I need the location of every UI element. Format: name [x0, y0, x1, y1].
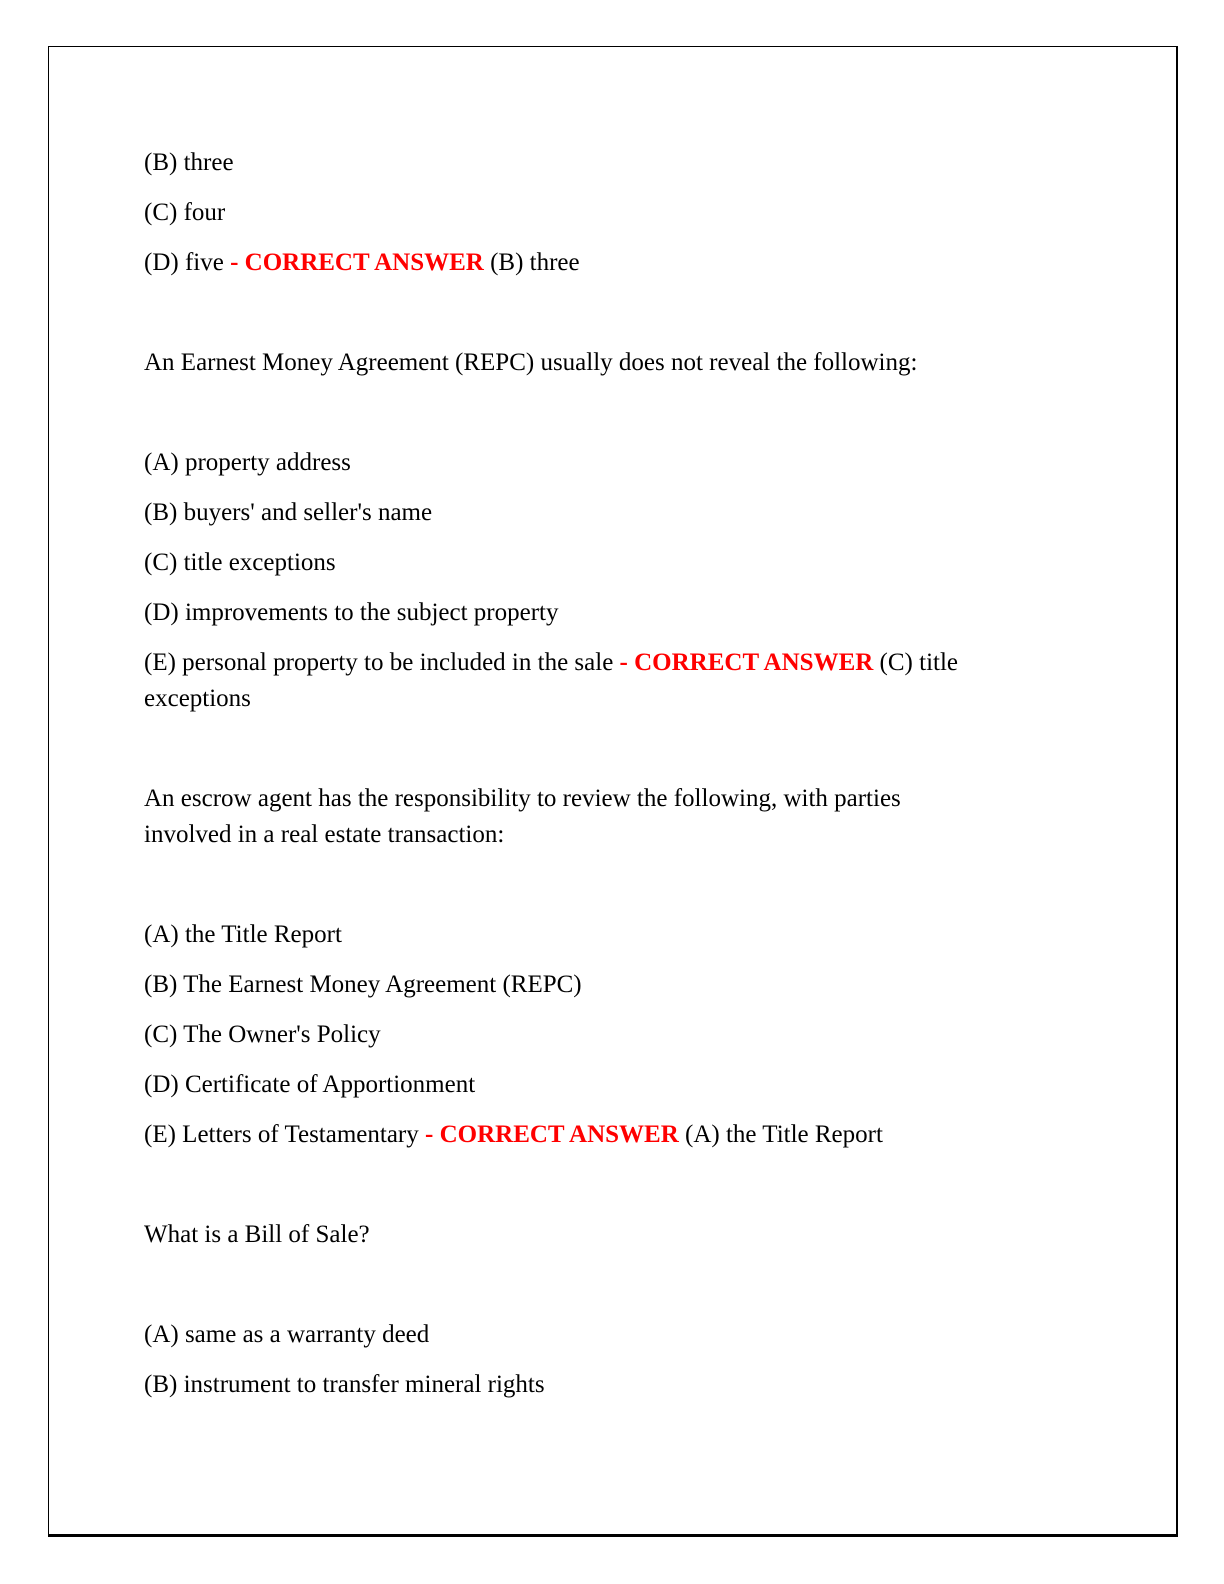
option-line [144, 545, 1086, 581]
blank-line [144, 1267, 1086, 1317]
option-line [144, 1067, 1086, 1103]
blank-line [144, 867, 1086, 917]
answer-value: (B) three [483, 249, 580, 276]
option-text: (C) The Owner's Policy [144, 1021, 381, 1048]
option-line [144, 595, 1086, 631]
question-text [144, 1217, 1086, 1253]
correct-answer-label: - CORRECT ANSWER [619, 649, 874, 676]
option-line [144, 1017, 1086, 1053]
option-text: (D) Certificate of Apportionment [144, 1071, 476, 1098]
option-text: (C) four [144, 199, 226, 226]
answer-value-wrapped: exceptions [144, 685, 251, 712]
question-text-run: An escrow agent has the responsibility to review the following, with parties [144, 785, 901, 812]
option-text: (A) the Title Report [144, 921, 342, 948]
option-line [144, 1317, 1086, 1353]
question-text-run: An Earnest Money Agreement (REPC) usually does not reveal the following: [144, 349, 918, 376]
option-line [144, 145, 1086, 181]
option-line [144, 495, 1086, 531]
answer-value: (C) title [873, 649, 959, 676]
option-text: (D) five [144, 249, 231, 276]
option-text: (B) three [144, 149, 234, 176]
option-text: (E) personal property to be included in the sale [144, 649, 620, 676]
option-text: (C) title exceptions [144, 549, 336, 576]
answer-value: (A) the Title Report [678, 1121, 883, 1148]
question-text-run: What is a Bill of Sale? [144, 1221, 370, 1248]
option-text: (B) buyers' and seller's name [144, 499, 433, 526]
option-line [144, 195, 1086, 231]
option-line-with-answer [144, 245, 1086, 281]
option-line-with-answer [144, 1117, 1086, 1153]
option-text: (B) The Earnest Money Agreement (REPC) [144, 971, 582, 998]
option-line [144, 917, 1086, 953]
blank-line [144, 1167, 1086, 1217]
option-line [144, 1367, 1086, 1403]
question-text [144, 345, 1086, 381]
blank-line [144, 731, 1086, 781]
option-line [144, 445, 1086, 481]
option-text: (A) property address [144, 449, 351, 476]
option-line-with-answer [144, 645, 1086, 717]
option-text: (D) improvements to the subject property [144, 599, 559, 626]
blank-line [144, 395, 1086, 445]
document-page [48, 46, 1178, 1537]
option-text: (B) instrument to transfer mineral rights [144, 1371, 545, 1398]
option-text: (A) same as a warranty deed [144, 1321, 430, 1348]
option-line [144, 967, 1086, 1003]
question-text-run-wrapped: involved in a real estate transaction: [144, 821, 505, 848]
option-text: (E) Letters of Testamentary [144, 1121, 426, 1148]
correct-answer-label: - CORRECT ANSWER [230, 249, 484, 276]
blank-line [144, 295, 1086, 345]
correct-answer-label: - CORRECT ANSWER [425, 1121, 679, 1148]
question-text [144, 781, 1086, 853]
